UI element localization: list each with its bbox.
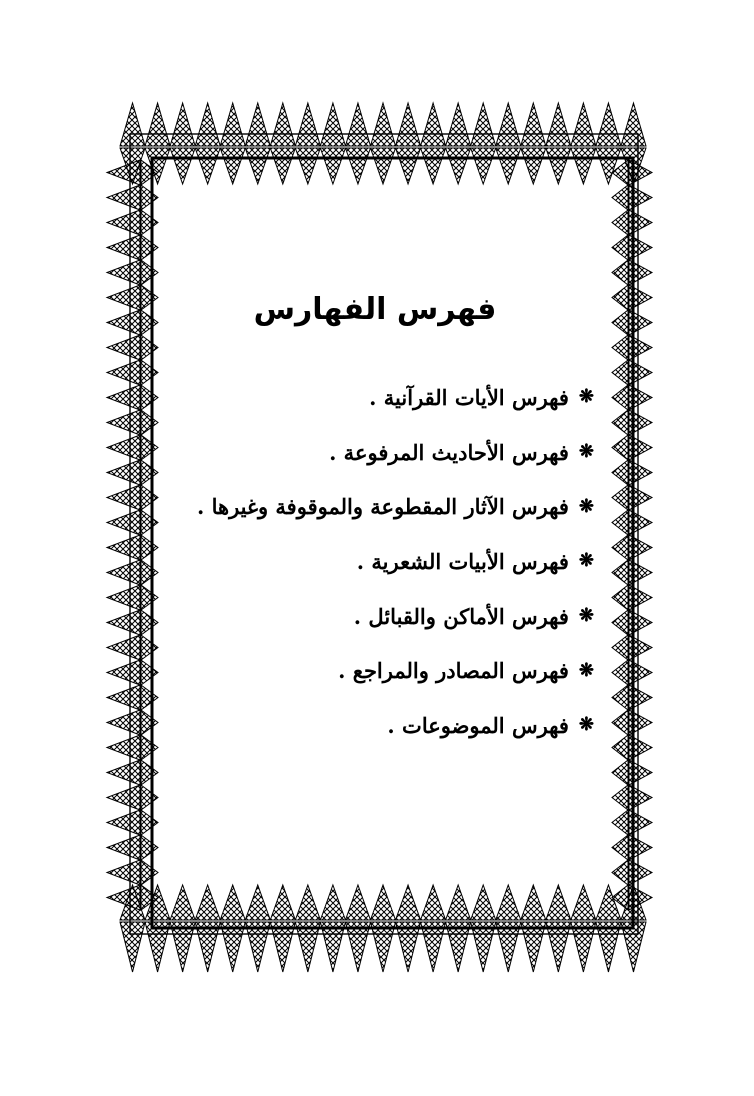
index-item	[164, 425, 594, 480]
border-spike	[612, 610, 628, 635]
border-spike	[612, 560, 628, 585]
border-spike	[345, 103, 370, 146]
border-spike	[245, 103, 270, 146]
border-spike	[421, 103, 446, 146]
border-spike	[141, 610, 158, 635]
border-spike	[446, 103, 471, 146]
border-spike	[107, 560, 140, 585]
border-spike	[270, 148, 295, 184]
asterisk-flower-icon: ❋	[578, 714, 594, 736]
border-spike	[612, 285, 628, 310]
border-spike	[612, 260, 628, 285]
border-spike	[270, 885, 295, 920]
border-spike	[446, 148, 471, 184]
border-spike	[195, 103, 220, 146]
border-spike	[107, 610, 140, 635]
border-spike	[612, 760, 628, 785]
border-spike	[345, 885, 370, 920]
index-item-label: فهرس الأحاديث المرفوعة .	[329, 439, 569, 465]
border-spike	[107, 835, 140, 860]
border-spike	[612, 335, 628, 360]
border-spike	[596, 103, 621, 146]
asterisk-flower-icon: ❋	[578, 386, 594, 408]
index-item	[164, 534, 594, 589]
border-spike	[612, 835, 628, 860]
border-spike	[107, 760, 140, 785]
border-spike	[245, 885, 270, 920]
border-spike	[107, 485, 140, 510]
border-spike	[571, 148, 596, 184]
border-spike	[596, 885, 621, 920]
border-spike	[521, 103, 546, 146]
border-spike	[496, 103, 521, 146]
border-spike	[141, 410, 158, 435]
border-spike	[612, 310, 628, 335]
border-spike	[107, 435, 140, 460]
border-spike	[612, 485, 628, 510]
border-spike	[370, 103, 395, 146]
border-spike	[141, 585, 158, 610]
border-spike	[107, 635, 140, 660]
border-spike	[612, 635, 628, 660]
border-spike	[521, 148, 546, 184]
border-spike	[546, 148, 571, 184]
border-spike	[141, 660, 158, 685]
border-spike	[141, 810, 158, 835]
border-spike	[320, 148, 345, 184]
border-spike	[120, 922, 145, 972]
asterisk-flower-icon: ❋	[578, 550, 594, 572]
index-item	[164, 643, 594, 698]
border-spike	[107, 260, 140, 285]
border-spike	[120, 103, 145, 146]
border-spike	[195, 885, 220, 920]
border-spike	[170, 148, 195, 184]
border-spike	[107, 285, 140, 310]
border-spike	[612, 210, 628, 235]
border-spike	[107, 535, 140, 560]
border-spike	[546, 885, 571, 920]
border-spike	[612, 685, 628, 710]
border-spike	[612, 235, 628, 260]
border-spike	[141, 310, 158, 335]
border-spike	[295, 103, 320, 146]
border-spike	[141, 535, 158, 560]
index-item-label: فهرس الموضوعات .	[387, 712, 569, 738]
border-spike	[107, 810, 140, 835]
border-spike	[107, 235, 140, 260]
border-spike	[141, 685, 158, 710]
border-spike	[141, 760, 158, 785]
index-item-label: فهرس الآثار المقطوعة والموقوفة وغيرها .	[196, 494, 569, 520]
border-spike	[145, 103, 170, 146]
index-item	[164, 698, 594, 753]
border-spike	[107, 210, 140, 235]
border-spike	[141, 835, 158, 860]
border-spike	[107, 385, 140, 410]
border-spike	[141, 785, 158, 810]
border-spike	[195, 148, 220, 184]
border-spike	[471, 148, 496, 184]
border-spike	[421, 885, 446, 920]
border-spike	[107, 335, 140, 360]
border-spike	[141, 560, 158, 585]
border-spike	[141, 635, 158, 660]
border-spike	[612, 185, 628, 210]
index-item-label: فهرس المصادر والمراجع .	[338, 658, 569, 684]
border-spike	[170, 885, 195, 920]
border-spike	[612, 785, 628, 810]
border-spike	[107, 160, 140, 185]
border-spike	[496, 885, 521, 920]
border-spike	[571, 885, 596, 920]
border-spike	[107, 410, 140, 435]
border-spike	[107, 360, 140, 385]
border-spike	[141, 860, 158, 885]
border-spike	[141, 510, 158, 535]
border-spike	[141, 210, 158, 235]
border-spike	[107, 885, 140, 910]
border-spike	[107, 735, 140, 760]
border-spike	[421, 148, 446, 184]
border-spike	[612, 585, 628, 610]
border-spike	[612, 860, 628, 885]
border-spike	[571, 103, 596, 146]
border-spike	[612, 710, 628, 735]
border-spike	[295, 148, 320, 184]
border-spike	[471, 103, 496, 146]
border-spike	[107, 585, 140, 610]
border-spike	[220, 148, 245, 184]
asterisk-flower-icon: ❋	[578, 605, 594, 627]
border-spike	[141, 485, 158, 510]
index-item	[164, 370, 594, 425]
border-spike	[596, 148, 621, 184]
border-spike	[141, 735, 158, 760]
border-spike	[107, 510, 140, 535]
border-spike	[612, 810, 628, 835]
border-spike	[141, 235, 158, 260]
border-spike	[141, 185, 158, 210]
border-spike	[141, 435, 158, 460]
border-spike	[107, 310, 140, 335]
index-item	[164, 479, 594, 534]
border-spike	[612, 660, 628, 685]
border-spike	[270, 103, 295, 146]
border-spike	[521, 885, 546, 920]
border-spike	[370, 148, 395, 184]
border-spike	[141, 360, 158, 385]
border-spike	[446, 885, 471, 920]
border-spike	[141, 460, 158, 485]
border-spike	[396, 103, 421, 146]
index-item	[164, 589, 594, 644]
border-spike	[612, 410, 628, 435]
border-spike	[220, 885, 245, 920]
border-spike	[107, 685, 140, 710]
border-spike	[621, 103, 646, 146]
border-spike	[612, 360, 628, 385]
border-spike	[141, 285, 158, 310]
border-spike	[612, 735, 628, 760]
border-spike	[612, 510, 628, 535]
border-spike	[612, 385, 628, 410]
index-list	[164, 370, 594, 753]
border-spike	[320, 103, 345, 146]
border-spike	[107, 710, 140, 735]
border-spike	[396, 148, 421, 184]
border-spike	[107, 460, 140, 485]
border-spike	[141, 335, 158, 360]
border-spike	[295, 885, 320, 920]
border-spike	[141, 260, 158, 285]
border-spike	[220, 103, 245, 146]
asterisk-flower-icon: ❋	[578, 441, 594, 463]
border-spike	[107, 660, 140, 685]
index-item-label: فهرس الأماكن والقبائل .	[353, 603, 569, 629]
asterisk-flower-icon: ❋	[578, 659, 594, 681]
border-spike	[170, 103, 195, 146]
border-spike	[471, 885, 496, 920]
border-spike	[345, 148, 370, 184]
border-spike	[245, 148, 270, 184]
border-spike	[107, 185, 140, 210]
border-spike	[107, 785, 140, 810]
border-spike	[320, 885, 345, 920]
border-spike	[370, 885, 395, 920]
border-spike	[496, 148, 521, 184]
page-title: فهرس الفهارس	[253, 292, 497, 327]
border-spike	[612, 460, 628, 485]
border-spike	[141, 385, 158, 410]
border-spike	[546, 103, 571, 146]
asterisk-flower-icon: ❋	[578, 495, 594, 517]
border-spike	[612, 435, 628, 460]
border-spike	[612, 535, 628, 560]
border-spike	[141, 710, 158, 735]
border-spike	[396, 885, 421, 920]
index-item-label: فهرس الأيات القرآنية .	[369, 384, 569, 410]
border-spike	[107, 860, 140, 885]
index-item-label: فهرس الأبيات الشعرية .	[356, 548, 569, 574]
